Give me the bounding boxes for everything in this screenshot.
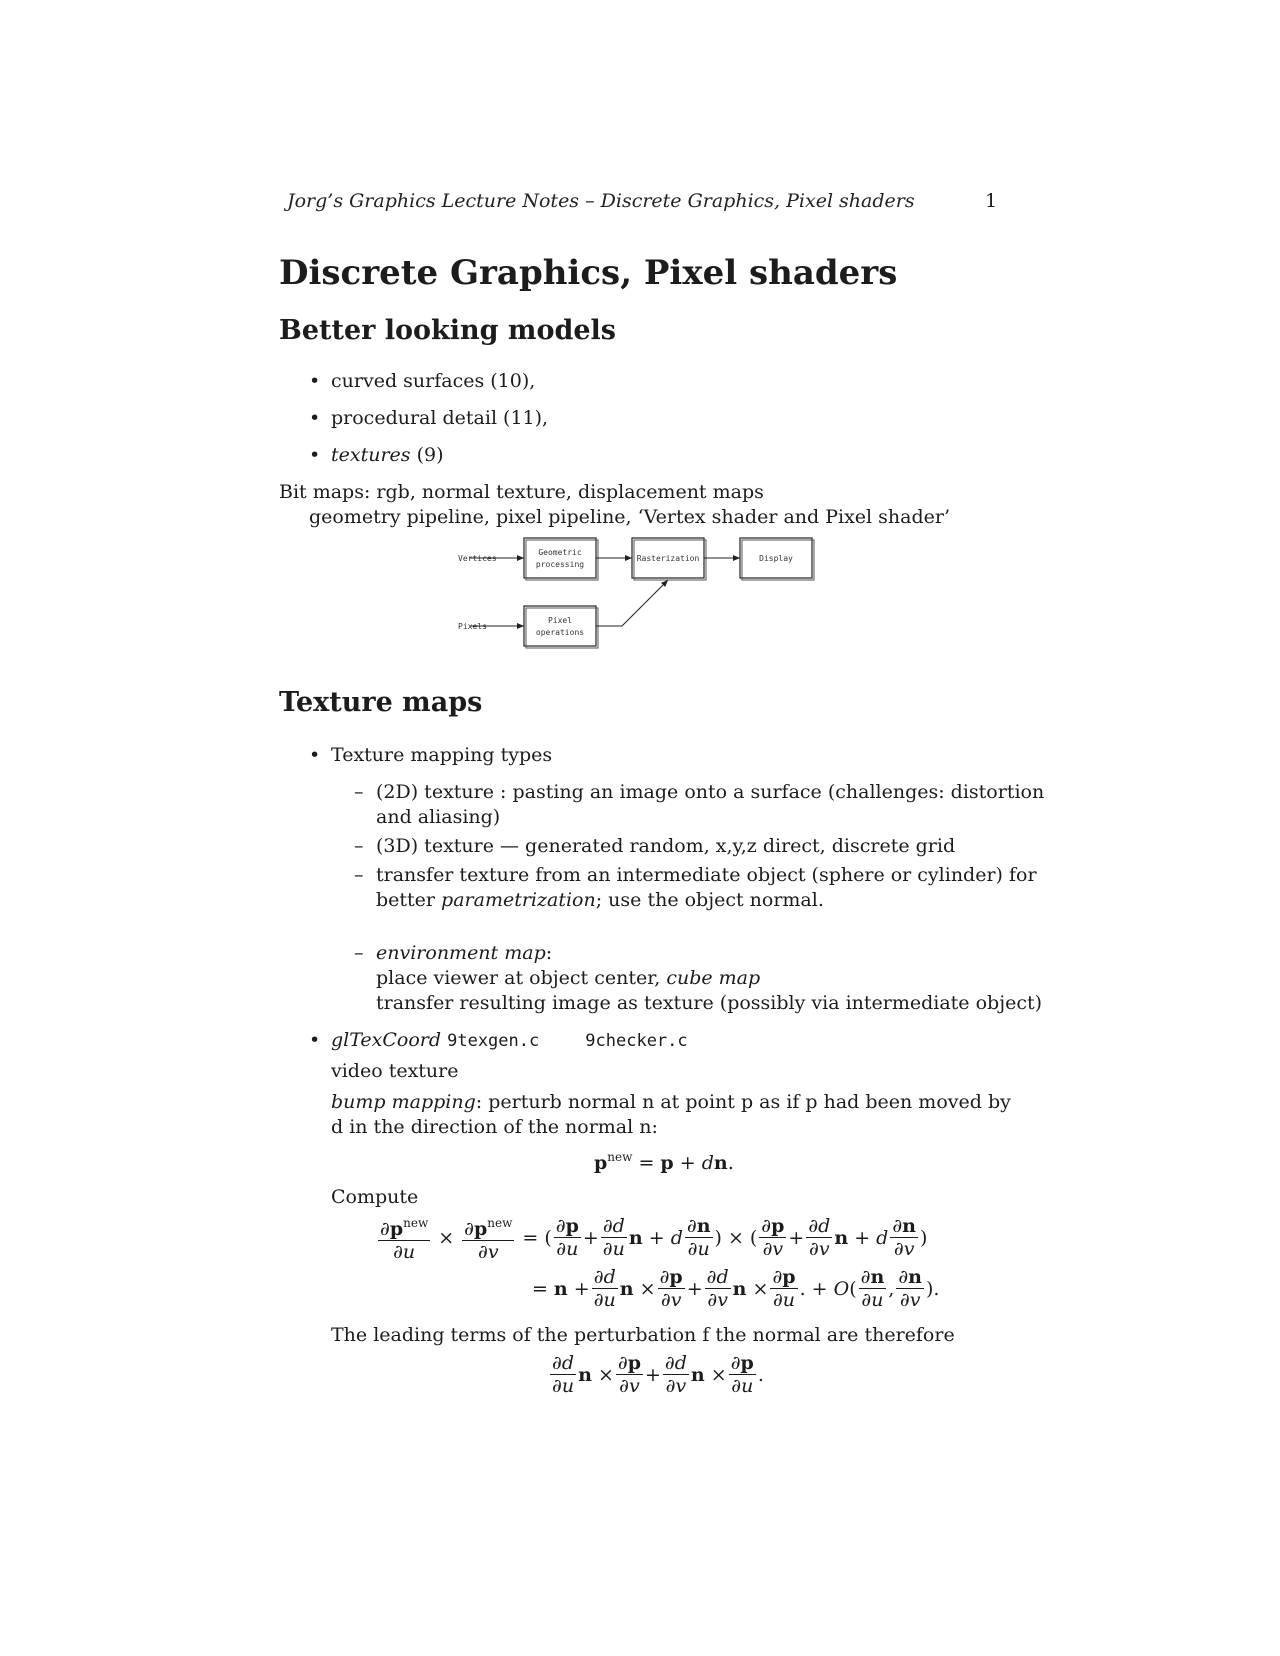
bullet-icon: • xyxy=(309,407,321,429)
list-item xyxy=(309,1029,688,1051)
sub-item-text: transfer texture from an intermediate object (sphere or cylinder) for xyxy=(376,864,1037,886)
compute-label: Compute xyxy=(331,1186,419,1208)
dash-icon: – xyxy=(354,835,364,857)
text: place viewer at object center, xyxy=(376,967,667,989)
label-rasterization: Rasterization xyxy=(636,554,700,563)
function-name: glTexCoord xyxy=(331,1029,442,1051)
dash-icon: – xyxy=(354,942,364,964)
geometric-processing-box xyxy=(524,538,596,578)
text: ; use the object normal. xyxy=(595,889,824,911)
list-item-text: (9) xyxy=(410,444,444,466)
bitmaps-line: Bit maps: rgb, normal texture, displacement maps xyxy=(279,481,764,503)
label-geometric: Geometric xyxy=(538,548,582,557)
arrow-ops-to-rasterization xyxy=(596,580,668,626)
pixel-operations-box xyxy=(524,606,596,646)
running-header: Jorg’s Graphics Lecture Notes – Discrete Graphics, Pixel shaders xyxy=(287,190,915,212)
sub-item xyxy=(354,942,553,964)
filename: 9texgen.c xyxy=(447,1031,540,1051)
list-item-text: Texture mapping types xyxy=(331,744,553,766)
sub-item-text: (3D) texture — generated random, x,y,z direct, discrete grid xyxy=(376,835,956,857)
equation-leading-terms: $\frac{\partial d}{\partial u}$ n × $\frac{\partial p}{\partial v}$ + $\frac{\partial d}{\partial v}$ n × $\frac{\partial p}{\partial u}$ . xyxy=(552,1352,764,1397)
section-heading-better-models: Better looking models xyxy=(279,315,616,346)
dash-icon: – xyxy=(354,781,364,803)
sub-item-cont xyxy=(376,967,760,989)
document-title: Discrete Graphics, Pixel shaders xyxy=(279,253,898,293)
list-item xyxy=(309,744,553,766)
bump-line xyxy=(331,1091,1011,1113)
text: better xyxy=(376,889,442,911)
dash-icon: – xyxy=(354,864,364,886)
equation-pnew: $p^{new} = p$ + dn. xyxy=(594,1150,734,1174)
text-italic: parametrization xyxy=(441,889,596,911)
bump-line-2: d in the direction of the normal n: xyxy=(331,1116,658,1138)
pipeline-line: geometry pipeline, pixel pipeline, ‘Vertex shader and Pixel shader’ xyxy=(309,506,950,528)
sub-item-text-italic: environment map xyxy=(376,942,546,964)
video-texture-line: video texture xyxy=(331,1060,459,1082)
sub-item-cont: and aliasing) xyxy=(376,806,501,828)
text: : xyxy=(545,942,553,964)
text-italic: cube map xyxy=(666,967,761,989)
pipeline-diagram xyxy=(440,530,840,655)
equation-expansion: = n + $\frac{\partial d}{\partial u}$ n × $\frac{\partial p}{\partial v}$ + $\frac{\partial d}{\partial v}$ n × $\frac{\partial p}{\partial u}$ . + O ( $\frac{\partial n}{\partial u}$ , $\frac{\partial n}{\partial v}$ ). xyxy=(532,1266,940,1311)
leading-terms-line: The leading terms of the perturbation f the normal are therefore xyxy=(331,1324,955,1346)
list-item-text: curved surfaces (10), xyxy=(331,370,536,392)
sub-item xyxy=(354,835,956,857)
text-italic: bump mapping xyxy=(331,1091,476,1113)
label-pixels: Pixels xyxy=(458,622,487,631)
equation-cross-product: $\frac{\partial p^{new}}{\partial u}$ × $\frac{\partial p^{new}}{\partial v}$ = ( $\frac{\partial p}{\partial u}$ + $\frac{\partial d}{\partial u}$ n + d $\frac{\partial n}{\partial u}$ ) × ( $\frac{\partial p}{\partial v}$ + $\frac{\partial d}{\partial v}$ n + d $\frac{\partial n}{\partial v}$ ) xyxy=(376,1212,927,1263)
section-heading-texture-maps: Texture maps xyxy=(279,687,483,718)
list-item xyxy=(309,444,444,466)
list-item-text-italic: textures xyxy=(331,444,411,466)
list-item xyxy=(309,407,549,429)
list-item xyxy=(309,370,536,392)
sub-item xyxy=(354,781,1045,803)
bullet-icon: • xyxy=(309,444,321,466)
sub-item-cont: transfer resulting image as texture (possibly via intermediate object) xyxy=(376,992,1043,1014)
label-operations: operations xyxy=(535,628,585,637)
text: : perturb normal n at point p as if p had been moved by xyxy=(475,1091,1011,1113)
page-number: 1 xyxy=(985,190,998,212)
sub-item-text: (2D) texture : pasting an image onto a surface (challenges: distortion xyxy=(376,781,1045,803)
bullet-icon: • xyxy=(309,744,321,766)
label-pixel: Pixel xyxy=(547,616,573,625)
label-vertices: Vertices xyxy=(458,554,497,563)
filename: 9checker.c xyxy=(585,1031,688,1051)
bullet-icon: • xyxy=(309,1029,321,1051)
sub-item-cont xyxy=(376,889,824,911)
sub-item xyxy=(354,864,1037,886)
label-display: Display xyxy=(759,554,793,563)
label-processing: processing xyxy=(535,560,585,569)
list-item-text: procedural detail (11), xyxy=(331,407,549,429)
bullet-icon: • xyxy=(309,370,321,392)
